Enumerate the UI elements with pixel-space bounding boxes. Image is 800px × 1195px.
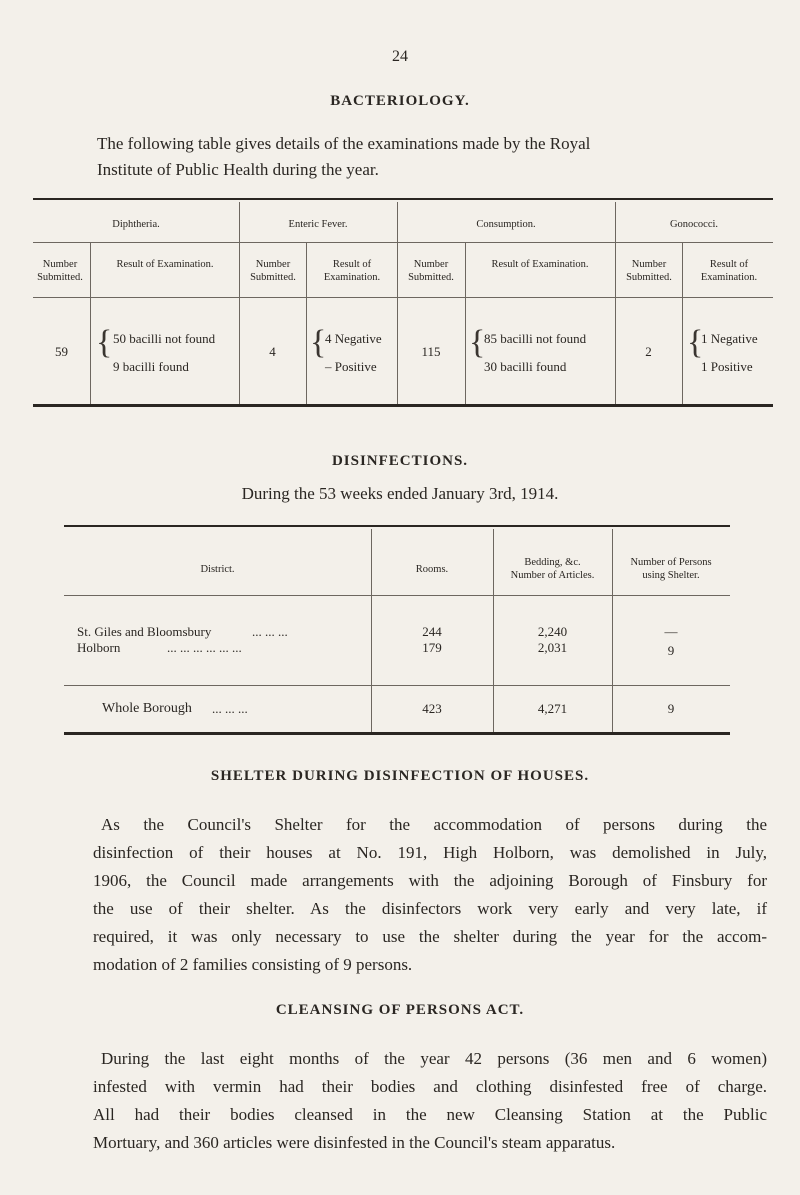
subheader-result: Result of Examination. — [116, 259, 214, 270]
table-top-rule — [64, 525, 730, 527]
diphtheria-result-2: 9 bacilli found — [113, 359, 189, 374]
total-rule — [64, 685, 730, 686]
disinfections-table — [0, 525, 800, 740]
gonococci-result-1: 1 Negative — [701, 331, 758, 346]
header-rooms: Rooms. — [415, 564, 449, 575]
subheader-result: Result of Examination. — [700, 259, 758, 283]
consumption-result-1: 85 bacilli not found — [484, 331, 587, 346]
column-divider — [465, 242, 466, 404]
bacteriology-table — [0, 198, 800, 410]
cleansing-heading: CLEANSING OF PERSONS ACT. — [275, 1002, 525, 1018]
brace-icon: { — [687, 324, 704, 361]
brace-icon: { — [310, 324, 327, 361]
group-header-enteric-fever: Enteric Fever. — [288, 219, 348, 230]
page-number: 24 — [392, 48, 408, 65]
text-line: 1906, the Council made arrangements with the adjoining Borough of Finsbury for — [93, 871, 767, 890]
total-persons: 9 — [667, 701, 675, 716]
table-top-rule — [33, 198, 773, 200]
table-row-bedding: 2,031 — [537, 640, 568, 655]
disinfections-heading: DISINFECTIONS. — [331, 453, 469, 469]
text-line: the use of their shelter. As the disinfectors work very early and very late, if — [93, 899, 767, 918]
header-district: District. — [200, 564, 235, 575]
enteric-result-1: 4 Negative — [325, 331, 382, 346]
total-bedding: 4,271 — [537, 701, 568, 716]
group-header-rule — [33, 242, 773, 243]
group-header-consumption: Consumption. — [476, 219, 536, 230]
subheader-result: Result of Examination. — [491, 259, 589, 270]
subheader-number-submitted: Number Submitted. — [37, 259, 83, 283]
consumption-result-2: 30 bacilli found — [484, 359, 567, 374]
table-row-rooms: 244 — [422, 624, 442, 639]
diphtheria-number: 59 — [55, 344, 68, 359]
subheader-number-submitted: Number Submitted. — [626, 259, 672, 283]
shelter-heading: SHELTER DURING DISINFECTION OF HOUSES. — [210, 768, 590, 784]
disinfections-subtitle: During the 53 weeks ended January 3rd, 1914. — [241, 484, 559, 503]
header-persons-2: using Shelter. — [642, 570, 700, 581]
text-line: infested with vermin had their bodies and clothing disinfested free of charge. — [93, 1077, 767, 1096]
enteric-result-2: – Positive — [325, 359, 377, 374]
table-row-persons: 9 — [667, 643, 675, 658]
shelter-paragraph — [93, 811, 767, 979]
group-header-diphtheria: Diphtheria. — [112, 219, 160, 230]
table-row-bedding: 2,240 — [537, 624, 568, 639]
text-line: During the last eight months of the year 42 persons (36 men and 6 women) — [101, 1049, 767, 1068]
gonococci-number: 2 — [645, 344, 652, 359]
table-bottom-rule — [64, 732, 730, 735]
column-divider — [682, 242, 683, 404]
text-line: Mortuary, and 360 articles were disinfested in the Council's steam apparatus. — [93, 1133, 616, 1152]
table-row-persons: — — [664, 624, 678, 639]
header-persons-1: Number of Persons — [630, 557, 712, 568]
text-line: required, it was only necessary to use the shelter during the year for the accom- — [93, 927, 767, 946]
table-row-district: St. Giles and Bloomsbury — [77, 624, 212, 639]
bacteriology-intro-line-2: Institute of Public Health during the year. — [97, 160, 379, 179]
cleansing-paragraph — [93, 1045, 767, 1157]
brace-icon: { — [469, 324, 486, 361]
group-header-gonococci: Gonococci. — [669, 219, 719, 230]
leader-dots: ... ... ... ... ... ... — [167, 640, 242, 655]
header-rule — [64, 595, 730, 596]
text-line: As the Council's Shelter for the accommodation of persons during the — [101, 815, 767, 834]
text-line: modation of 2 families consisting of 9 persons. — [93, 955, 413, 974]
table-bottom-rule — [33, 404, 773, 407]
text-line: disinfection of their houses at No. 191, High Holborn, was demolished in July, — [93, 843, 767, 862]
gonococci-result-2: 1 Positive — [701, 359, 753, 374]
consumption-number: 115 — [421, 344, 441, 359]
total-rooms: 423 — [422, 701, 442, 716]
bacteriology-intro-line-1: The following table gives details of the examinations made by the Royal — [97, 134, 591, 153]
header-bedding-1: Bedding, &c. — [524, 557, 581, 568]
column-divider — [306, 242, 307, 404]
text-line: All had their bodies cleansed in the new Cleansing Station at the Public — [93, 1105, 767, 1124]
subheader-number-submitted: Number Submitted. — [408, 259, 454, 283]
table-row-rooms: 179 — [422, 640, 442, 655]
leader-dots: ... ... ... — [212, 701, 248, 716]
brace-icon: { — [96, 324, 113, 361]
bacteriology-heading: BACTERIOLOGY. — [330, 93, 470, 109]
table-row-district: Holborn — [77, 640, 121, 655]
header-bedding-2: Number of Articles. — [510, 570, 595, 581]
enteric-number: 4 — [269, 344, 276, 359]
subheader-rule — [33, 297, 773, 298]
diphtheria-result-1: 50 bacilli not found — [113, 331, 216, 346]
leader-dots: ... ... ... — [252, 624, 288, 639]
subheader-number-submitted: Number Submitted. — [250, 259, 296, 283]
subheader-result: Result of Examination. — [323, 259, 381, 283]
total-district: Whole Borough — [102, 701, 192, 716]
